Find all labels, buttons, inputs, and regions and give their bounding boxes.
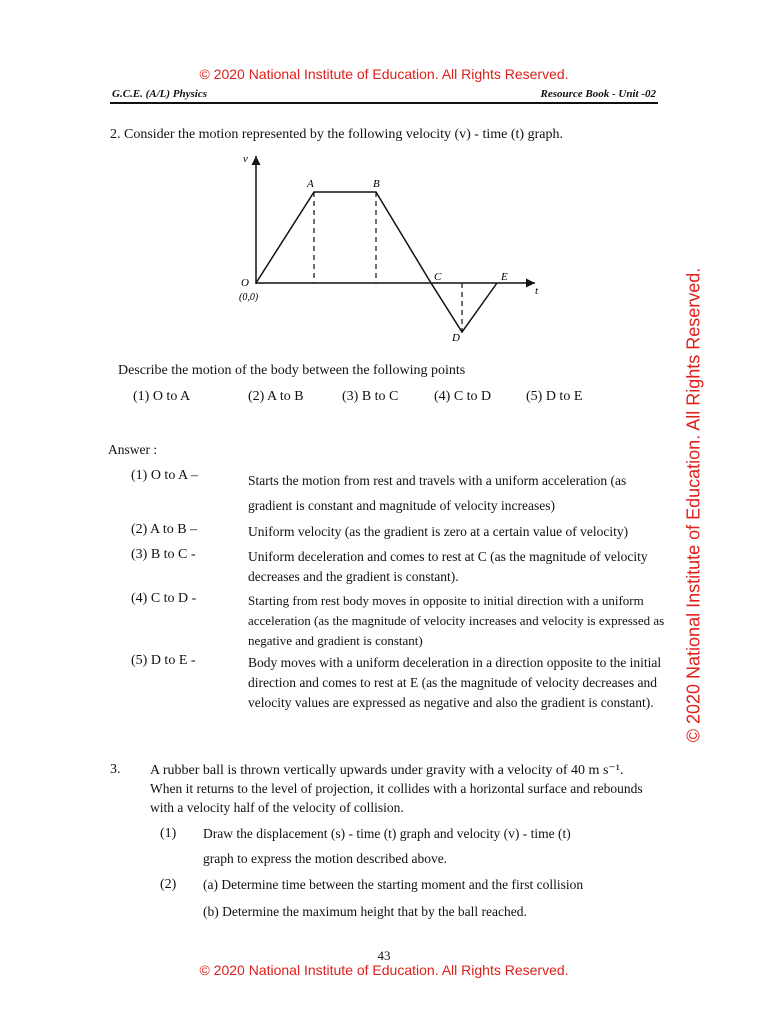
option-2: (2) A to B [248, 389, 304, 404]
option-3: (3) B to C [342, 389, 399, 404]
header-left: G.C.E. (A/L) Physics [112, 88, 208, 100]
copyright-vertical: © 2020 National Institute of Education. All Rights Reserved. [683, 267, 704, 743]
answer-1-label: (1) O to A – [131, 468, 198, 483]
header-right: Resource Book - Unit -02 [540, 88, 656, 100]
answer-heading: Answer : [108, 442, 158, 457]
option-4: (4) C to D [434, 389, 492, 404]
q3-part2-label: (2) [160, 877, 177, 892]
q3-part1-line-1: Draw the displacement (s) - time (t) graph and velocity (v) - time (t) [203, 826, 571, 841]
copyright-bottom: © 2020 National Institute of Education. All Rights Reserved. [199, 962, 569, 978]
answer-5-label: (5) D to E - [131, 653, 196, 668]
answer-5-text: Body moves with a uniform deceleration in a direction opposite to the initial direction and comes to rest at E (as the magnitude of velocity decreases and velocity values are expressed as negative and also the gradient is constant). [248, 655, 662, 710]
label-a: A [307, 178, 314, 190]
q3-line-2: When it returns to the level of projection, it collides with a horizontal surface and rebounds [150, 781, 643, 796]
answer-3-label: (3) B to C - [131, 547, 196, 562]
label-d: D [452, 332, 460, 344]
label-e: E [501, 271, 508, 283]
label-c: C [434, 271, 442, 283]
label-t: t [535, 285, 539, 297]
option-5: (5) D to E [526, 389, 583, 404]
option-1: (1) O to A [133, 389, 191, 404]
answer-4-text: Starting from rest body moves in opposite to initial direction with a uniform acceleration (as the magnitude of velocity increases and velocity is expressed as negative and gradient is constant) [248, 593, 665, 648]
label-v: v [243, 153, 248, 165]
q3-line-1: A rubber ball is thrown vertically upwards under gravity with a velocity of 40 m s⁻¹. [150, 763, 624, 778]
q2-describe: Describe the motion of the body between the following points [118, 363, 466, 378]
copyright-top: © 2020 National Institute of Education. All Rights Reserved. [199, 66, 569, 82]
header-rule [110, 102, 658, 104]
answer-1-text: Starts the motion from rest and travels with a uniform acceleration (as gradient is constant and magnitude of velocity increases) [248, 473, 627, 513]
q2-prompt: 2. Consider the motion represented by the following velocity (v) - time (t) graph. [110, 127, 563, 142]
label-o: O [241, 277, 249, 289]
answer-2-label: (2) A to B – [131, 522, 198, 537]
label-b: B [373, 178, 380, 190]
q3-part1-line-2: graph to express the motion described above. [203, 851, 448, 866]
q3-part2-b: (b) Determine the maximum height that by the ball reached. [203, 904, 527, 919]
velocity-time-graph [225, 148, 555, 348]
label-origin: (0,0) [239, 292, 259, 303]
answer-3-text: Uniform deceleration and comes to rest at C (as the magnitude of velocity decreases and the gradient is constant). [248, 549, 648, 584]
page-number: 43 [377, 948, 391, 963]
q3-number: 3. [110, 762, 121, 777]
answer-4-label: (4) C to D - [131, 591, 197, 606]
answer-2-text: Uniform velocity (as the gradient is zero at a certain value of velocity) [248, 524, 629, 539]
q3-part2-a: (a) Determine time between the starting moment and the first collision [203, 877, 584, 892]
q3-line-3: with a velocity half of the velocity of collision. [150, 800, 404, 815]
q3-part1-label: (1) [160, 826, 177, 841]
